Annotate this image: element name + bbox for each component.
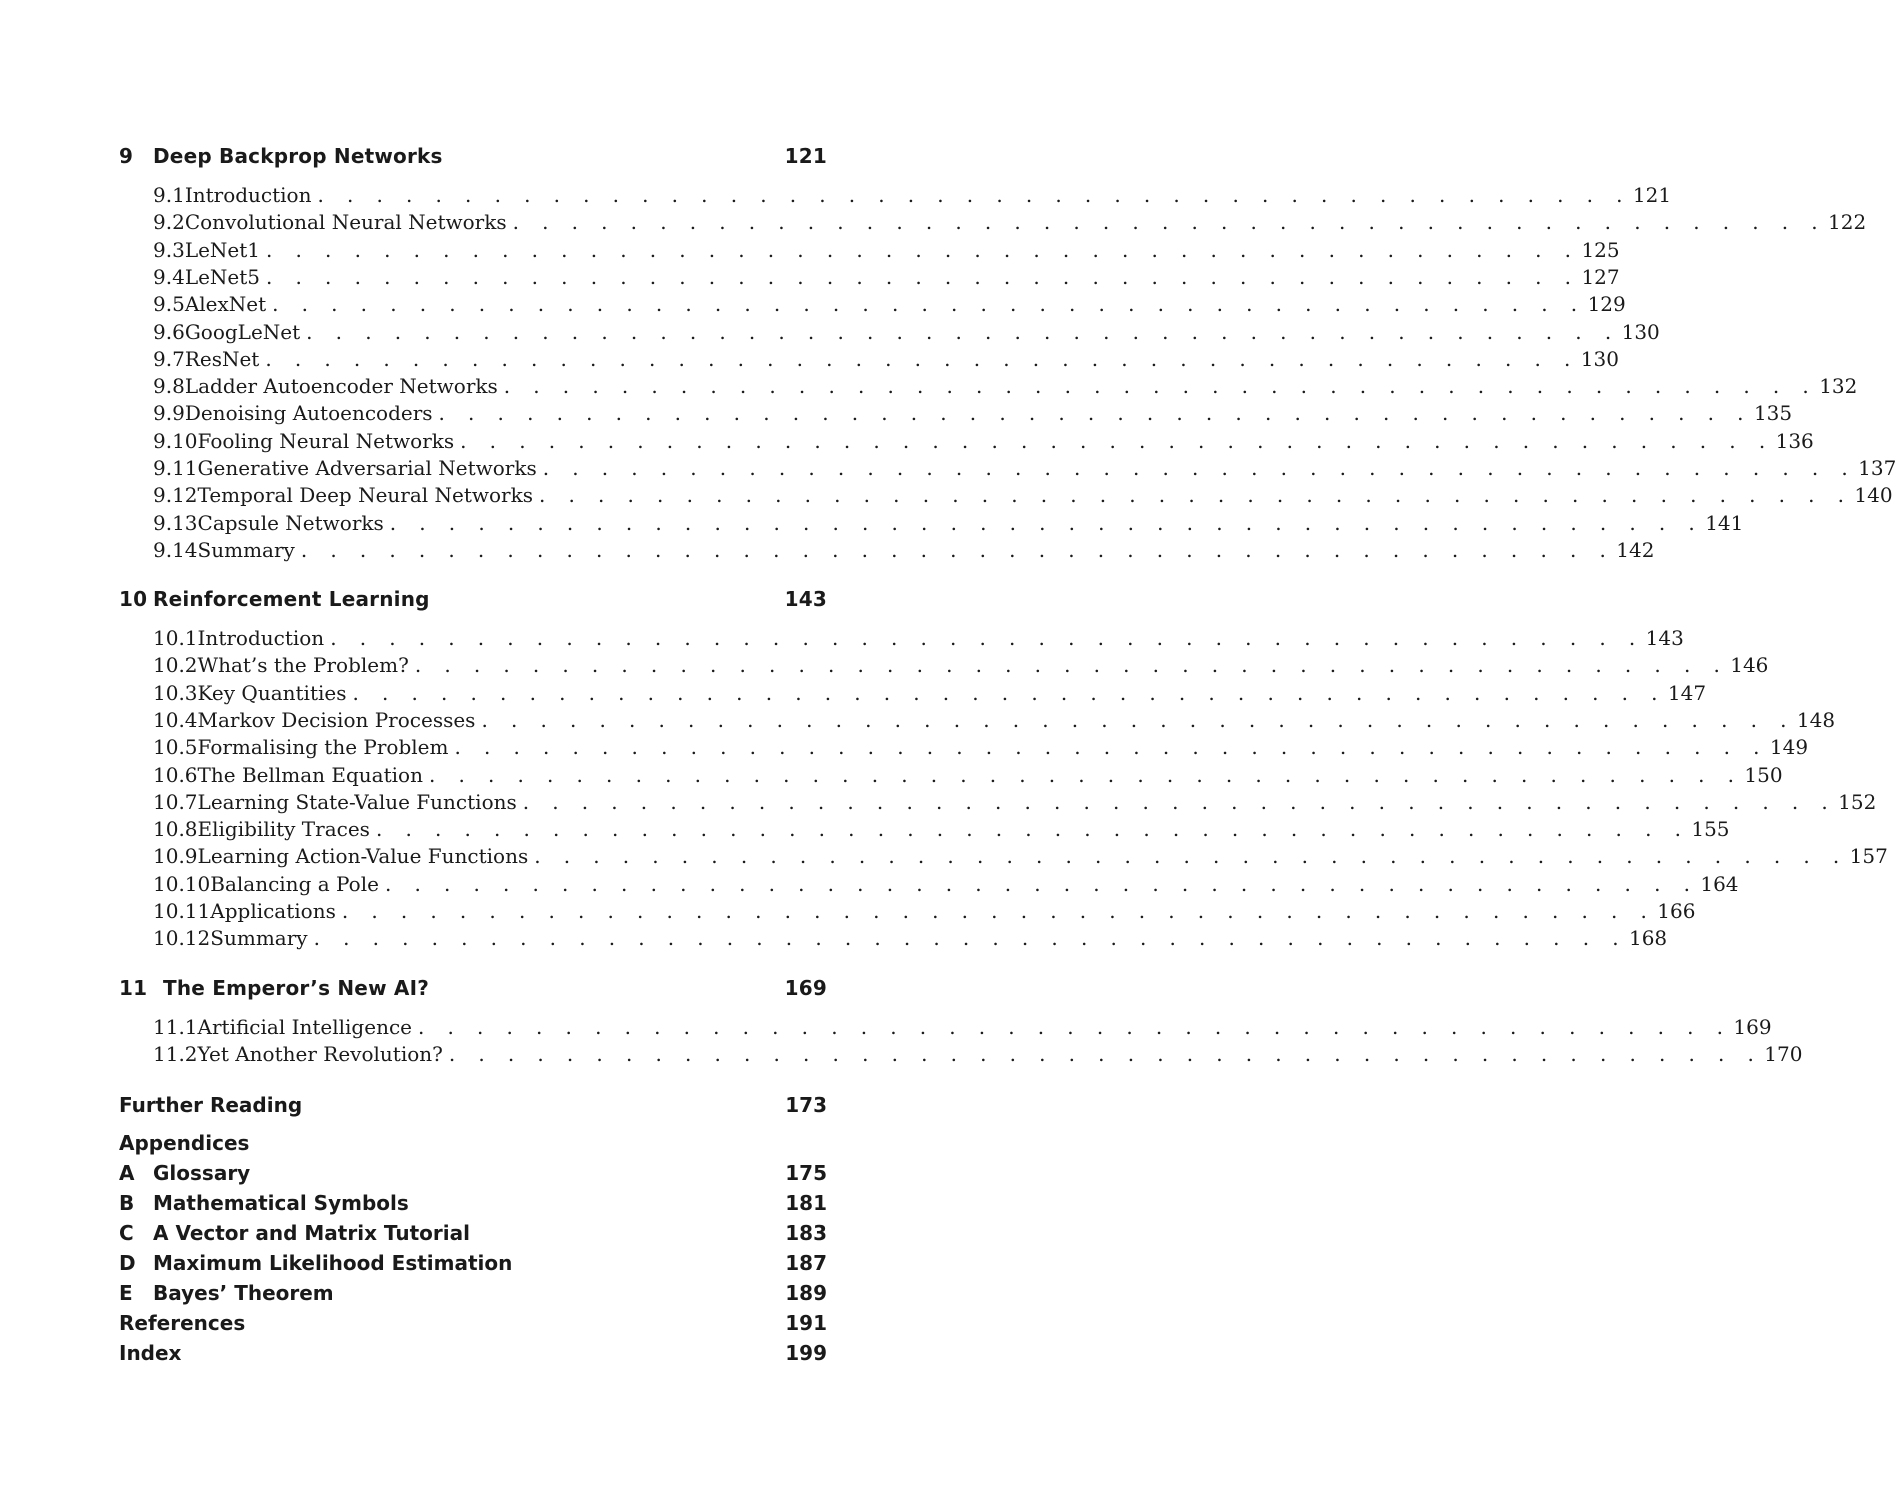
section-number: 10.7 [153, 789, 198, 814]
section-number: 9.5 [153, 292, 185, 317]
section-page-number: 142 [1616, 537, 1655, 562]
section-number: 9.4 [153, 264, 185, 289]
appendix-entry[interactable] [119, 1188, 827, 1218]
appendix-letter: A [119, 1161, 135, 1185]
appendix-page-number: 189 [785, 1281, 827, 1305]
chapter-heading[interactable] [119, 973, 827, 1003]
section-page-number: 129 [1587, 292, 1626, 317]
dot-leader: . . . . . . . . . . . . . . . . . . . . . . . . . . . . . . . . . . . . . . . . . . . . . [417, 1015, 1732, 1039]
section-entry[interactable] [153, 679, 1707, 707]
section-page-number: 130 [1621, 319, 1660, 344]
section-entry[interactable] [153, 1013, 1772, 1041]
dot-leader: . . . . . . . . . . . . . . . . . . . . . . . . . . . . . . . . . . . . . . . . . . . . . [375, 817, 1690, 842]
section-title: Temporal Deep Neural Networks [197, 483, 533, 508]
section-page-number: 135 [1753, 401, 1793, 426]
dot-leader: . . . . . . . . . . . . . . . . . . . . . . . . . . . . . . . . . . . . . . . . . . . . . [306, 319, 1620, 344]
section-title: GoogLeNet [184, 319, 301, 344]
section-title: Fooling Neural Networks [197, 428, 455, 453]
section-number: 9.6 [153, 319, 185, 344]
appendix-title: A Vector and Matrix Tutorial [153, 1221, 470, 1245]
appendix-title: Bayes’ Theorem [153, 1281, 334, 1305]
section-number: 11.1 [153, 1015, 198, 1039]
chapter-page-number: 169 [784, 976, 827, 1000]
chapter-heading[interactable] [119, 141, 827, 171]
index-entry[interactable] [119, 1338, 827, 1368]
section-number: 11.2 [153, 1042, 198, 1067]
section-number: 10.6 [153, 762, 198, 787]
section-number: 9.12 [153, 483, 198, 508]
section-title: Yet Another Revolution? [197, 1042, 443, 1067]
section-number: 10.5 [153, 735, 198, 760]
dot-leader: . . . . . . . . . . . . . . . . . . . . . . . . . . . . . . . . . . . . . . . . . . . . . [539, 483, 1853, 508]
section-entry[interactable] [153, 263, 1620, 291]
appendix-page-number: 175 [785, 1161, 827, 1185]
section-number: 10.2 [153, 653, 198, 678]
dot-leader: . . . . . . . . . . . . . . . . . . . . . . . . . . . . . . . . . . . . . . . . . . . . . [460, 428, 1774, 453]
section-entry[interactable] [153, 761, 1783, 789]
appendix-letter: C [119, 1221, 134, 1245]
section-title: Markov Decision Processes [197, 707, 476, 732]
dot-leader: . . . . . . . . . . . . . . . . . . . . . . . . . . . . . . . . . . . . . . . . . . . . . [503, 374, 1818, 399]
section-page-number: 166 [1657, 899, 1696, 923]
section-title: Key Quantities [197, 680, 347, 705]
section-number: 9.2 [153, 210, 185, 235]
section-entry[interactable] [153, 651, 1769, 679]
section-page-number: 164 [1700, 871, 1739, 896]
section-page-number: 147 [1667, 680, 1707, 705]
section-page-number: 152 [1838, 789, 1877, 814]
dot-leader: . . . . . . . . . . . . . . . . . . . . . . . . . . . . . . . . . . . . . . . . . . . . . [534, 844, 1848, 869]
dot-leader: . . . . . . . . . . . . . . . . . . . . . . . . . . . . . . . . . . . . . . . . . . . . . [341, 899, 1656, 923]
section-entry[interactable] [153, 481, 1893, 509]
section-entry[interactable] [153, 399, 1793, 427]
section-title: Generative Adversarial Networks [197, 456, 537, 480]
chapter-title: Deep Backprop Networks [153, 144, 443, 168]
dot-leader: . . . . . . . . . . . . . . . . . . . . . . . . . . . . . . . . . . . . . . . . . . . . . [266, 264, 1580, 289]
section-title: Denoising Autoencoders [184, 401, 433, 426]
section-entry[interactable] [153, 509, 1744, 537]
section-title: What’s the Problem? [197, 653, 409, 678]
section-title: Learning Action-Value Functions [197, 844, 529, 869]
section-entry[interactable] [153, 870, 1739, 898]
section-page-number: 132 [1819, 374, 1858, 399]
section-page-number: 146 [1730, 653, 1769, 678]
section-title: Introduction [197, 626, 325, 650]
dot-leader: . . . . . . . . . . . . . . . . . . . . . . . . . . . . . . . . . . . . . . . . . . . . . [317, 183, 1631, 207]
appendix-letter: E [119, 1281, 133, 1305]
dot-leader: . . . . . . . . . . . . . . . . . . . . . . . . . . . . . . . . . . . . . . . . . . . . . [448, 1042, 1763, 1067]
section-title: Introduction [184, 183, 312, 207]
section-number: 9.8 [153, 374, 185, 399]
appendix-letter: B [119, 1191, 135, 1215]
chapter-page-number: 121 [784, 144, 827, 168]
dot-leader: . . . . . . . . . . . . . . . . . . . . . . . . . . . . . . . . . . . . . . . . . . . . . [265, 346, 1579, 371]
appendix-page-number: 187 [785, 1251, 827, 1275]
further-reading-entry[interactable] [119, 1090, 827, 1120]
chapter-title: The Emperor’s New AI? [163, 976, 430, 1000]
section-page-number: 150 [1744, 762, 1783, 787]
dot-leader: . . . . . . . . . . . . . . . . . . . . . . . . . . . . . . . . . . . . . . . . . . . . . [389, 510, 1704, 535]
section-page-number: 141 [1705, 510, 1744, 535]
dot-leader: . . . . . . . . . . . . . . . . . . . . . . . . . . . . . . . . . . . . . . . . . . . . . [330, 626, 1644, 650]
section-title: Formalising the Problem [197, 735, 449, 760]
section-title: Convolutional Neural Networks [184, 210, 507, 235]
section-entry[interactable] [153, 318, 1660, 346]
section-number: 9.11 [153, 456, 198, 480]
appendix-title: Maximum Likelihood Estimation [153, 1251, 513, 1275]
section-number: 9.9 [153, 401, 185, 426]
section-title: Summary [210, 926, 308, 951]
chapter-number: 9 [119, 144, 134, 168]
section-title: Summary [197, 537, 295, 562]
section-entry[interactable] [153, 897, 1696, 925]
section-page-number: 170 [1764, 1042, 1803, 1067]
section-number: 10.12 [153, 926, 211, 951]
section-entry[interactable] [153, 181, 1672, 209]
index-page-number: 199 [785, 1341, 827, 1365]
dot-leader: . . . . . . . . . . . . . . . . . . . . . . . . . . . . . . . . . . . . . . . . . . . . . [522, 789, 1837, 814]
dot-leader: . . . . . . . . . . . . . . . . . . . . . . . . . . . . . . . . . . . . . . . . . . . . . [542, 456, 1857, 480]
section-page-number: 136 [1775, 428, 1814, 453]
dot-leader: . . . . . . . . . . . . . . . . . . . . . . . . . . . . . . . . . . . . . . . . . . . . . [481, 707, 1795, 732]
section-page-number: 149 [1769, 735, 1809, 760]
section-entry[interactable] [153, 427, 1814, 455]
chapter-number: 10 [119, 587, 148, 611]
section-title: ResNet [184, 346, 260, 371]
section-title: The Bellman Equation [197, 762, 423, 787]
section-title: Ladder Autoencoder Networks [184, 374, 498, 399]
section-entry[interactable] [153, 842, 1888, 870]
section-entry[interactable] [153, 624, 1684, 652]
section-title: Learning State-Value Functions [197, 789, 517, 814]
section-page-number: 148 [1796, 707, 1836, 732]
section-entry[interactable] [153, 924, 1668, 952]
dot-leader: . . . . . . . . . . . . . . . . . . . . . . . . . . . . . . . . . . . . . . . . . . . . . [272, 292, 1586, 317]
appendix-entry[interactable] [119, 1158, 827, 1188]
dot-leader: . . . . . . . . . . . . . . . . . . . . . . . . . . . . . . . . . . . . . . . . . . . . . [266, 237, 1580, 262]
dot-leader: . . . . . . . . . . . . . . . . . . . . . . . . . . . . . . . . . . . . . . . . . . . . . [300, 537, 1615, 562]
dot-leader: . . . . . . . . . . . . . . . . . . . . . . . . . . . . . . . . . . . . . . . . . . . . . [438, 401, 1752, 426]
section-title: LeNet1 [184, 237, 261, 262]
section-title: LeNet5 [184, 264, 261, 289]
index-title: Index [119, 1341, 182, 1365]
section-title: Eligibility Traces [197, 817, 370, 842]
appendices-heading: Appendices [119, 1131, 250, 1155]
appendix-title: Glossary [153, 1161, 251, 1185]
appendix-letter: D [119, 1251, 136, 1275]
section-entry[interactable] [153, 345, 1619, 373]
section-number: 10.9 [153, 844, 198, 869]
further-reading-title: Further Reading [119, 1093, 303, 1117]
section-entry[interactable] [153, 1040, 1803, 1068]
chapter-number: 11 [119, 976, 148, 1000]
section-title: Capsule Networks [197, 510, 384, 535]
section-page-number: 137 [1858, 456, 1896, 480]
dot-leader: . . . . . . . . . . . . . . . . . . . . . . . . . . . . . . . . . . . . . . . . . . . . . [428, 762, 1743, 787]
references-entry[interactable] [119, 1308, 827, 1338]
section-entry[interactable] [153, 454, 1896, 482]
section-page-number: 155 [1691, 817, 1730, 842]
dot-leader: . . . . . . . . . . . . . . . . . . . . . . . . . . . . . . . . . . . . . . . . . . . . . [454, 735, 1768, 760]
section-page-number: 127 [1581, 264, 1620, 289]
section-page-number: 143 [1645, 626, 1684, 650]
references-title: References [119, 1311, 246, 1335]
appendix-page-number: 181 [785, 1191, 827, 1215]
dot-leader: . . . . . . . . . . . . . . . . . . . . . . . . . . . . . . . . . . . . . . . . . . . . . [384, 871, 1699, 896]
section-number: 9.13 [153, 510, 198, 535]
section-page-number: 169 [1733, 1015, 1772, 1039]
section-page-number: 122 [1828, 210, 1867, 235]
further-reading-page: 173 [785, 1093, 827, 1117]
section-page-number: 140 [1854, 483, 1893, 508]
section-number: 10.8 [153, 817, 198, 842]
section-entry[interactable] [153, 372, 1858, 400]
section-page-number: 168 [1628, 926, 1668, 951]
section-entry[interactable] [153, 706, 1836, 734]
section-number: 10.11 [153, 899, 211, 923]
appendix-entry[interactable] [119, 1218, 827, 1248]
section-number: 9.14 [153, 537, 198, 562]
section-number: 9.1 [153, 183, 185, 207]
dot-leader: . . . . . . . . . . . . . . . . . . . . . . . . . . . . . . . . . . . . . . . . . . . . . [512, 210, 1827, 235]
section-number: 10.1 [153, 626, 198, 650]
section-entry[interactable] [153, 290, 1626, 318]
section-page-number: 121 [1632, 183, 1672, 207]
chapter-heading[interactable] [119, 584, 827, 614]
section-number: 10.3 [153, 680, 198, 705]
dot-leader: . . . . . . . . . . . . . . . . . . . . . . . . . . . . . . . . . . . . . . . . . . . . . [414, 653, 1729, 678]
section-number: 9.3 [153, 237, 185, 262]
section-entry[interactable] [153, 815, 1730, 843]
references-page-number: 191 [785, 1311, 827, 1335]
section-number: 10.4 [153, 707, 198, 732]
section-entry[interactable] [153, 208, 1867, 236]
section-page-number: 125 [1581, 237, 1620, 262]
section-page-number: 130 [1580, 346, 1619, 371]
dot-leader: . . . . . . . . . . . . . . . . . . . . . . . . . . . . . . . . . . . . . . . . . . . . . [313, 926, 1627, 951]
appendix-entry[interactable] [119, 1278, 827, 1308]
dot-leader: . . . . . . . . . . . . . . . . . . . . . . . . . . . . . . . . . . . . . . . . . . . . . [352, 680, 1666, 705]
section-entry[interactable] [153, 733, 1809, 761]
section-title: Artificial Intelligence [197, 1015, 412, 1039]
section-number: 9.7 [153, 346, 185, 371]
section-entry[interactable] [153, 788, 1877, 816]
appendix-title: Mathematical Symbols [153, 1191, 409, 1215]
appendix-page-number: 183 [785, 1221, 827, 1245]
section-title: Applications [210, 899, 336, 923]
section-number: 10.10 [153, 871, 211, 896]
chapter-title: Reinforcement Learning [153, 587, 430, 611]
section-title: Balancing a Pole [210, 871, 379, 896]
appendix-entry[interactable] [119, 1248, 827, 1278]
section-entry[interactable] [153, 236, 1620, 264]
section-title: AlexNet [184, 292, 267, 317]
section-number: 9.10 [153, 428, 198, 453]
section-page-number: 157 [1849, 844, 1888, 869]
chapter-page-number: 143 [784, 587, 827, 611]
section-entry[interactable] [153, 536, 1655, 564]
